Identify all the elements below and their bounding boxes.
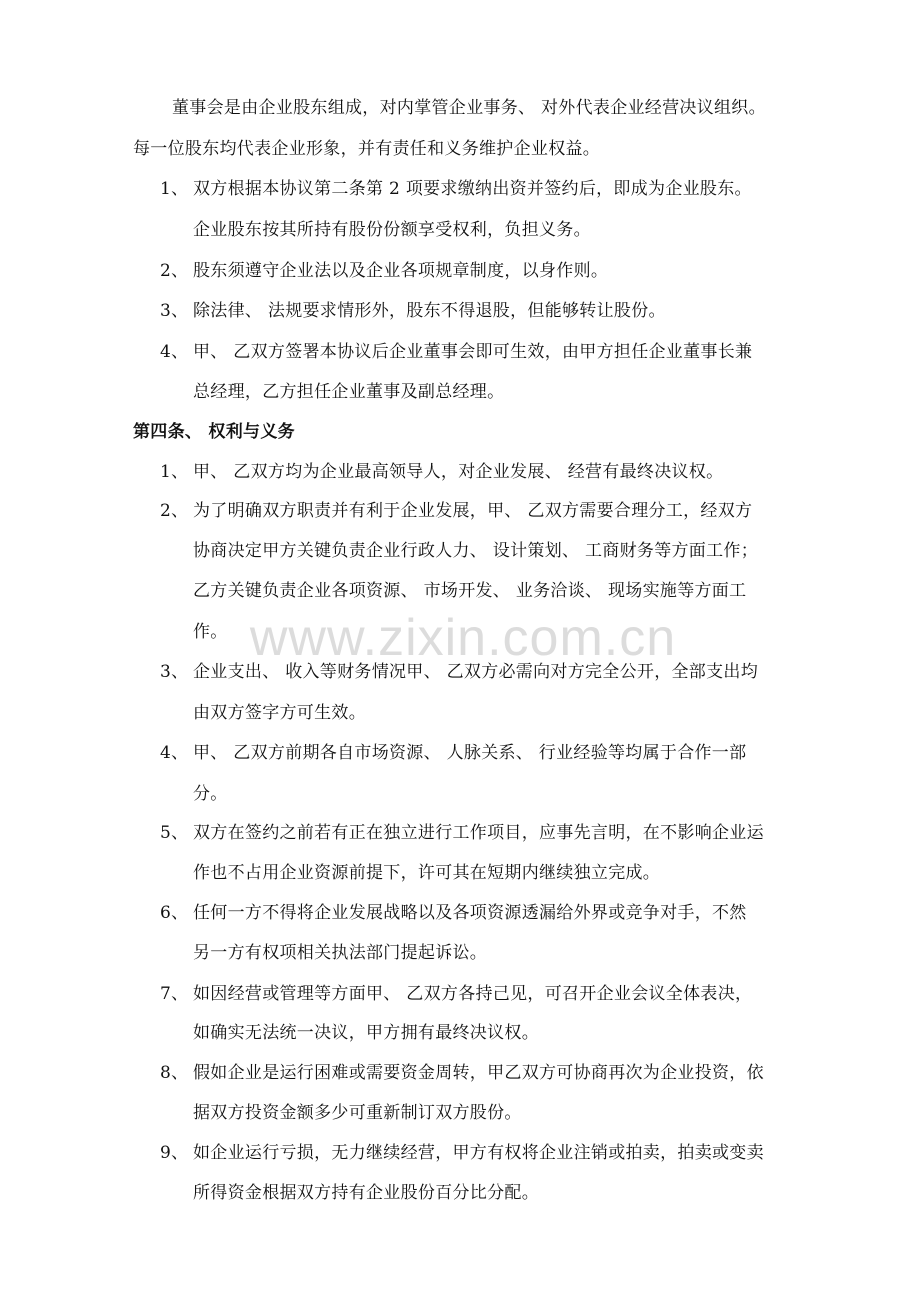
list-item-number: 4、 [160, 342, 189, 362]
list-item-text: 企业股东按其所持有股份份额享受权利，负担义务。 [193, 220, 591, 240]
list-item-text: 如确实无法统一决议，甲方拥有最终决议权。 [193, 1023, 539, 1043]
list-item-number: 6、 [160, 903, 189, 923]
intro-line-2: 每一位股东均代表企业形象，并有责任和义务维护企业权益。 [133, 139, 601, 159]
list-item-text: 双方根据本协议第二条第 2 项要求缴纳出资并签约后，即成为企业股东。 [193, 179, 752, 199]
list-item-text: 据双方投资金额多少可重新制订双方股份。 [193, 1103, 522, 1123]
list-item-number: 8、 [160, 1063, 189, 1083]
list-item-number: 3、 [160, 301, 189, 321]
list-item-number: 2、 [160, 261, 189, 281]
list-item-text: 为了明确双方职责并有利于企业发展，甲、 乙双方需要合理分工，经双方 [193, 501, 753, 521]
list-item-text: 除法律、 法规要求情形外，股东不得退股，但能够转让股份。 [193, 301, 666, 321]
list-item-text: 甲、 乙双方前期各自市场资源、 人脉关系、 行业经验等均属于合作一部 [193, 743, 747, 763]
list-item-text: 股东须遵守企业法以及企业各项规章制度，以身作则。 [193, 261, 609, 281]
list-item-text: 分。 [193, 784, 228, 804]
list-item-number: 7、 [160, 984, 189, 1004]
list-item-text: 协商决定甲方关键负责企业行政人力、 设计策划、 工商财务等方面工作； [193, 541, 759, 561]
list-item-number: 9、 [160, 1143, 189, 1163]
list-item-text: 企业支出、 收入等财务情况甲、 乙双方必需向对方完全公开，全部支出均 [193, 662, 759, 682]
list-item-text: 如企业运行亏损，无力继续经营，甲方有权将企业注销或拍卖，拍卖或变卖 [193, 1143, 764, 1163]
list-item-text: 总经理，乙方担任企业董事及副总经理。 [193, 382, 505, 402]
list-item-text: 另一方有权项相关执法部门提起诉讼。 [193, 943, 488, 963]
section-heading: 第四条、 权利与义务 [133, 422, 295, 442]
list-item-text: 作也不占用企业资源前提下，许可其在短期内继续独立完成。 [193, 863, 661, 883]
list-item-text: 双方在签约之前若有正在独立进行工作项目，应事先言明，在不影响企业运 [193, 823, 764, 843]
list-item-number: 1、 [160, 462, 189, 482]
intro-line-1: 董事会是由企业股东组成，对内掌管企业事务、 对外代表企业经营决议组织。 [172, 98, 766, 118]
list-item-text: 假如企业是运行困难或需要资金周转，甲乙双方可协商再次为企业投资，依 [193, 1063, 764, 1083]
list-item-text: 乙方关键负责企业各项资源、 市场开发、 业务洽谈、 现场实施等方面工 [193, 581, 747, 601]
list-item-text: 如因经营或管理等方面甲、 乙双方各持己见，可召开企业会议全体表决， [193, 984, 753, 1004]
list-item-number: 2、 [160, 501, 189, 521]
list-item-text: 所得资金根据双方持有企业股份百分比分配。 [193, 1183, 539, 1203]
list-item-text: 作。 [193, 622, 228, 642]
list-item-text: 任何一方不得将企业发展战略以及各项资源透漏给外界或竞争对手，不然 [193, 903, 747, 923]
list-item-text: 由双方签字方可生效。 [193, 703, 366, 723]
list-item-number: 3、 [160, 662, 189, 682]
list-item-text: 甲、 乙双方均为企业最高领导人，对企业发展、 经营有最终决议权。 [193, 462, 724, 482]
watermark: www.zixin.com.cn [249, 609, 677, 667]
list-item-text: 甲、 乙双方签署本协议后企业董事会即可生效，由甲方担任企业董事长兼 [193, 342, 753, 362]
list-item-number: 4、 [160, 743, 189, 763]
list-item-number: 5、 [160, 823, 189, 843]
list-item-number: 1、 [160, 179, 189, 199]
